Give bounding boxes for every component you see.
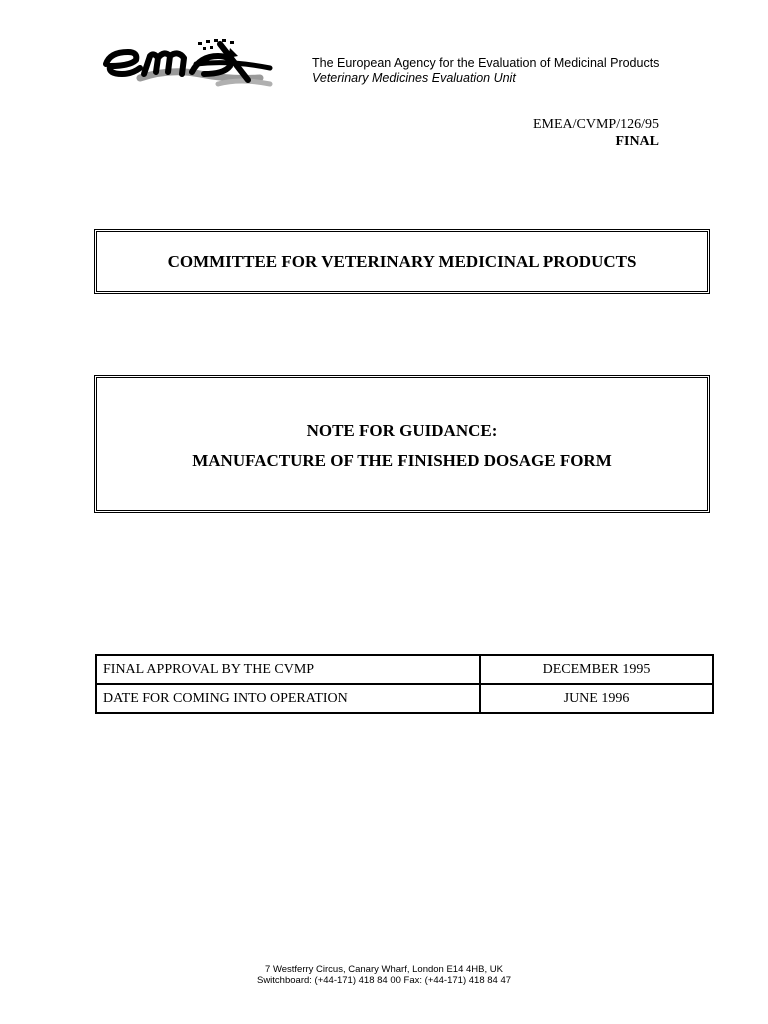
footer bbox=[0, 964, 768, 986]
table-cell-value: JUNE 1996 bbox=[480, 684, 713, 713]
committee-box bbox=[94, 229, 710, 294]
reference-code: EMEA/CVMP/126/95 bbox=[532, 117, 659, 132]
reference-status: FINAL bbox=[615, 134, 659, 149]
document-reference bbox=[533, 116, 659, 150]
table-cell-value: DECEMBER 1995 bbox=[480, 655, 713, 684]
agency-name: The European Agency for the Evaluation of Medicinal Products bbox=[312, 56, 660, 70]
guidance-title: MANUFACTURE OF THE FINISHED DOSAGE FORM bbox=[192, 451, 612, 470]
footer-contact: Switchboard: (+44-171) 418 84 00 Fax: (+44-171) 418 84 47 bbox=[256, 975, 512, 986]
approval-table bbox=[95, 654, 714, 714]
footer-address: 7 Westferry Circus, Canary Wharf, London E14 4HB, UK bbox=[265, 964, 503, 975]
guidance-box bbox=[94, 375, 710, 513]
table-row bbox=[96, 655, 713, 684]
table-row bbox=[96, 684, 713, 713]
emea-logo-icon bbox=[100, 34, 280, 90]
unit-name: Veterinary Medicines Evaluation Unit bbox=[312, 71, 516, 85]
agency-block bbox=[312, 56, 659, 86]
guidance-heading: NOTE FOR GUIDANCE: bbox=[306, 421, 498, 440]
table-cell-label: DATE FOR COMING INTO OPERATION bbox=[96, 684, 480, 713]
committee-title: COMMITTEE FOR VETERINARY MEDICINAL PRODUCTS bbox=[167, 251, 637, 271]
table-cell-label: FINAL APPROVAL BY THE CVMP bbox=[96, 655, 480, 684]
